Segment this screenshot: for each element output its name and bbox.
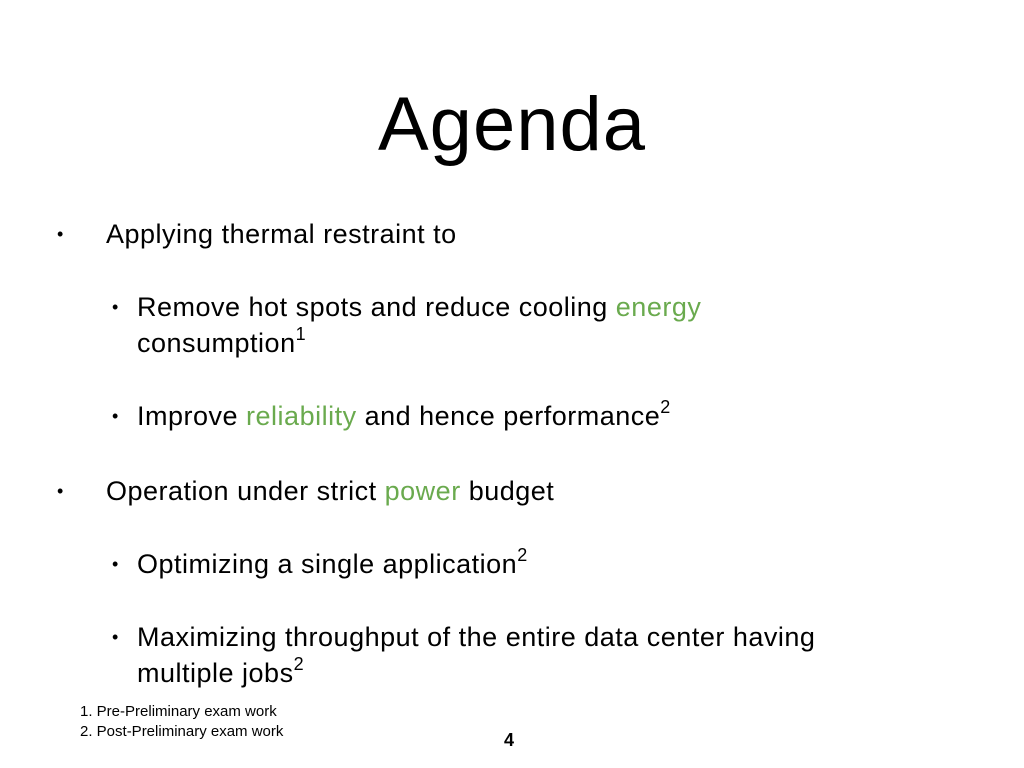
sub-bullet-1-2-text-b: and hence performance [356, 401, 661, 431]
sub-bullet-1-1-text-a: Remove hot spots and reduce cooling [137, 292, 616, 322]
sub-bullet-dot-1-1: • [112, 297, 119, 317]
sub-bullet-2-2-text: Maximizing throughput of the entire data center having [137, 622, 816, 652]
footnotes [80, 702, 283, 742]
sub-bullet-2-1-text: Optimizing a single application [137, 549, 518, 579]
sub-bullet-2-1 [137, 546, 528, 582]
bullet-dot-2: • [57, 481, 64, 501]
footnote-ref: 2 [293, 654, 305, 674]
sub-bullet-dot-1-2: • [112, 406, 119, 426]
footnote-2: 2. Post-Preliminary exam work [80, 723, 284, 740]
sub-bullet-1-1-highlight: energy [615, 292, 702, 322]
footnote-ref: 1 [295, 324, 307, 344]
bullet-2 [106, 473, 554, 509]
bullet-2-text-a: Operation under strict [106, 476, 385, 506]
sub-bullet-1-2-highlight: reliability [246, 401, 357, 431]
slide-title: Agenda [377, 82, 647, 167]
footnote-1: 1. Pre-Preliminary exam work [80, 703, 277, 720]
sub-bullet-dot-2-1: • [112, 554, 119, 574]
footnote-ref: 2 [660, 397, 671, 417]
bullet-1 [106, 216, 457, 252]
sub-bullet-1-2 [137, 398, 671, 434]
sub-bullet-2-2-line2: multiple jobs [137, 658, 294, 688]
footnote-ref: 2 [517, 545, 528, 565]
sub-bullet-1-1 [137, 289, 817, 361]
sub-bullet-2-2 [137, 619, 937, 691]
page-number: 4 [504, 730, 515, 750]
sub-bullet-1-2-text-a: Improve [137, 401, 247, 431]
bullet-2-highlight: power [384, 476, 461, 506]
sub-bullet-1-1-line2: consumption [137, 328, 296, 358]
sub-bullet-dot-2-2: • [112, 627, 119, 647]
bullet-1-text: Applying thermal restraint to [106, 219, 457, 249]
bullet-2-text-b: budget [460, 476, 555, 506]
bullet-dot-1: • [57, 224, 64, 244]
